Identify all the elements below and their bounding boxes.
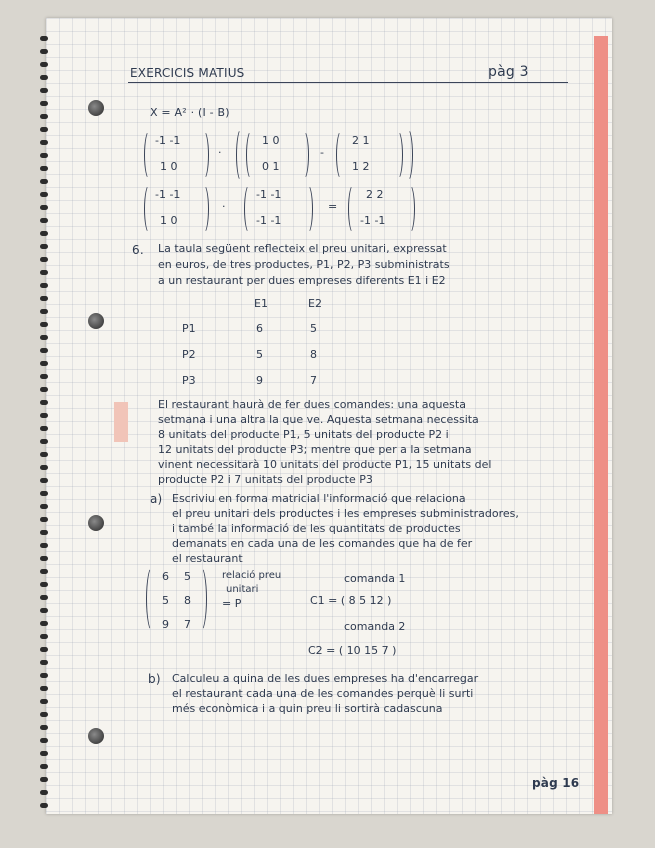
table-cell: 9	[256, 374, 263, 387]
matrix-row: 1 0	[262, 134, 280, 147]
spiral-ring	[40, 803, 48, 808]
matrix-cell: 9	[162, 618, 169, 631]
spiral-ring	[40, 140, 48, 145]
header-title: EXERCICIS MATIUS	[130, 66, 245, 80]
paren-left	[336, 130, 347, 180]
spiral-ring	[40, 192, 48, 197]
punch-hole	[88, 100, 104, 116]
problem-number: 6.	[132, 243, 144, 257]
spiral-ring	[40, 309, 48, 314]
problem-intro-line: a un restaurant per dues empreses diferents E1 i E2	[158, 274, 446, 287]
problem-intro-line: La taula següent reflecteix el preu unitari, expressat	[158, 242, 447, 255]
spiral-ring	[40, 413, 48, 418]
part-a-line: Escriviu en forma matricial l'informació que relaciona	[172, 492, 466, 505]
punch-hole	[88, 313, 104, 329]
spiral-ring	[40, 361, 48, 366]
matrix-row: 2 1	[352, 134, 370, 147]
spiral-ring	[40, 62, 48, 67]
equation-expression: X = A² · (I - B)	[150, 106, 230, 119]
spiral-ring	[40, 595, 48, 600]
table-cell: 6	[256, 322, 263, 335]
table-cell: 8	[310, 348, 317, 361]
matrix-row: -1 -1	[155, 188, 181, 201]
spiral-ring	[40, 153, 48, 158]
table-row-label: P3	[182, 374, 196, 387]
paren-left	[144, 184, 155, 234]
matrix-cell: 6	[162, 570, 169, 583]
spiral-ring	[40, 348, 48, 353]
matrix-row: 1 0	[160, 214, 178, 227]
spiral-ring	[40, 88, 48, 93]
punch-hole	[88, 515, 104, 531]
spiral-ring	[40, 634, 48, 639]
spiral-ring	[40, 790, 48, 795]
spiral-ring	[40, 179, 48, 184]
spiral-ring	[40, 49, 48, 54]
table-cell: 5	[310, 322, 317, 335]
spiral-ring	[40, 452, 48, 457]
equals-operator: =	[328, 200, 338, 213]
spiral-ring	[40, 283, 48, 288]
spiral-ring	[40, 244, 48, 249]
spiral-ring	[40, 621, 48, 626]
spiral-ring	[40, 114, 48, 119]
table-cell: 5	[256, 348, 263, 361]
spiral-ring	[40, 582, 48, 587]
spiral-ring	[40, 166, 48, 171]
matrix-cell: 8	[184, 594, 191, 607]
spiral-ring	[40, 491, 48, 496]
spiral-ring	[40, 777, 48, 782]
spiral-ring	[40, 530, 48, 535]
spiral-ring	[40, 205, 48, 210]
paren-right	[194, 566, 207, 632]
table-row-label: P1	[182, 322, 196, 335]
problem-body-line: setmana i una altra la que ve. Aquesta setmana necessita	[158, 413, 479, 426]
spiral-ring	[40, 517, 48, 522]
header-rule	[128, 82, 568, 83]
matrix-row: 0 1	[262, 160, 280, 173]
minus-operator: -	[320, 146, 324, 159]
order-2-vector: C2 = ( 10 15 7 )	[308, 644, 397, 657]
part-b-line: més econòmica i a quin preu li sortirà cadascuna	[172, 702, 443, 715]
spiral-ring	[40, 608, 48, 613]
spiral-ring	[40, 725, 48, 730]
spiral-ring	[40, 218, 48, 223]
part-a-label: a)	[150, 492, 163, 506]
spiral-ring	[40, 426, 48, 431]
paren-right	[198, 130, 209, 180]
spiral-ring	[40, 296, 48, 301]
problem-body-line: producte P2 i 7 unitats del producte P3	[158, 473, 373, 486]
spiral-ring	[40, 504, 48, 509]
spiral-ring	[40, 712, 48, 717]
spiral-ring	[40, 387, 48, 392]
spiral-ring	[40, 673, 48, 678]
spiral-ring	[40, 231, 48, 236]
matrix-row: -1 -1	[155, 134, 181, 147]
spiral-ring	[40, 270, 48, 275]
spiral-ring	[40, 127, 48, 132]
table-row-label: P2	[182, 348, 196, 361]
spiral-ring	[40, 569, 48, 574]
paren-right	[404, 184, 415, 234]
problem-intro-line: en euros, de tres productes, P1, P2, P3 subministrats	[158, 258, 450, 271]
matrix-cell: 5	[184, 570, 191, 583]
paren-right	[298, 130, 309, 180]
matrix-row: 2 2	[366, 188, 384, 201]
problem-body-line: 12 unitats del producte P3; mentre que per a la setmana	[158, 443, 472, 456]
dot-operator: ·	[222, 200, 226, 213]
matrix-row: 1 2	[352, 160, 370, 173]
spiral-ring	[40, 400, 48, 405]
spiral-ring	[40, 686, 48, 691]
problem-body-line: El restaurant haurà de fer dues comandes: una aquesta	[158, 398, 466, 411]
spiral-ring	[40, 257, 48, 262]
spiral-ring	[40, 374, 48, 379]
matrix-row: 1 0	[160, 160, 178, 173]
table-header-e1: E1	[254, 297, 268, 310]
paren-left	[146, 566, 159, 632]
spiral-ring	[40, 699, 48, 704]
order-2-label: comanda 2	[344, 620, 406, 633]
paren-left	[348, 184, 359, 234]
part-b-line: el restaurant cada una de les comandes perquè li surti	[172, 687, 474, 700]
part-a-line: i també la informació de les quantitats de productes	[172, 522, 461, 535]
spiral-ring	[40, 556, 48, 561]
part-b-label: b)	[148, 672, 161, 686]
paren-left	[144, 130, 155, 180]
spiral-ring	[40, 478, 48, 483]
order-1-vector: C1 = ( 8 5 12 )	[310, 594, 392, 607]
spiral-ring	[40, 36, 48, 41]
matrix-eq: = P	[222, 597, 242, 610]
spiral-ring	[40, 101, 48, 106]
paren-right	[302, 184, 313, 234]
matrix-row: -1 -1	[256, 188, 282, 201]
matrix-note: relació preu	[222, 570, 282, 581]
spiral-ring	[40, 465, 48, 470]
paren-left	[246, 130, 257, 180]
part-a-line: demanats en cada una de les comandes que ha de fer	[172, 537, 473, 550]
spiral-ring	[40, 543, 48, 548]
matrix-cell: 7	[184, 618, 191, 631]
paren-right	[402, 128, 413, 182]
red-margin	[594, 36, 608, 814]
matrix-row: -1 -1	[360, 214, 386, 227]
footer-page: pàg 16	[532, 776, 580, 790]
punch-hole	[88, 728, 104, 744]
paren-left	[244, 184, 255, 234]
table-cell: 7	[310, 374, 317, 387]
spiral-ring	[40, 439, 48, 444]
side-tab	[114, 402, 128, 442]
matrix-note: unitari	[226, 584, 259, 595]
problem-body-line: 8 unitats del producte P1, 5 unitats del producte P2 i	[158, 428, 449, 441]
spiral-ring	[40, 75, 48, 80]
order-1-label: comanda 1	[344, 572, 406, 585]
problem-body-line: vinent necessitarà 10 unitats del producte P1, 15 unitats del	[158, 458, 492, 471]
spiral-ring	[40, 322, 48, 327]
header-page: pàg 3	[488, 64, 529, 80]
spiral-ring	[40, 751, 48, 756]
dot-operator: ·	[218, 146, 222, 159]
part-a-line: el preu unitari dels productes i les empreses subministradores,	[172, 507, 519, 520]
spiral-ring	[40, 647, 48, 652]
spiral-ring	[40, 764, 48, 769]
spiral-ring	[40, 660, 48, 665]
paren-right	[198, 184, 209, 234]
part-b-line: Calculeu a quina de les dues empreses ha d'encarregar	[172, 672, 479, 685]
matrix-cell: 5	[162, 594, 169, 607]
part-a-line: el restaurant	[172, 552, 243, 565]
spiral-ring	[40, 335, 48, 340]
matrix-row: -1 -1	[256, 214, 282, 227]
spiral-ring	[40, 738, 48, 743]
table-header-e2: E2	[308, 297, 322, 310]
